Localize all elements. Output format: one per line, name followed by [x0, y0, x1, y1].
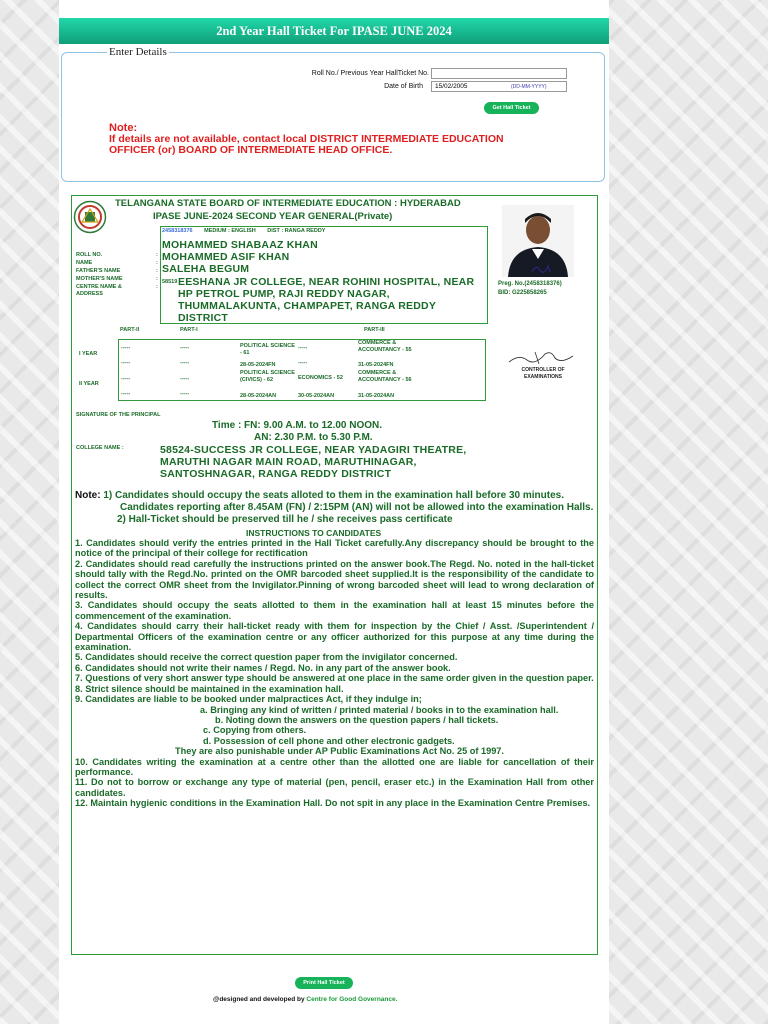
label-mother: MOTHER'S NAME	[76, 276, 123, 282]
sep-4: :	[156, 276, 158, 282]
footer-credit-link[interactable]: Centre for Good Governance.	[306, 996, 398, 1003]
footer-credit	[213, 996, 397, 1003]
note-label: Note:	[75, 490, 101, 501]
get-hall-ticket-button[interactable]: Get Hall Ticket	[484, 102, 539, 114]
college-label: COLLEGE NAME :	[76, 445, 124, 451]
instructions-list	[75, 538, 594, 809]
instruction-item: 1. Candidates should verify the entries printed in the Hall Ticket carefully.Any discrepancy should be brought to the notice of the principal of their college for rectification	[75, 538, 594, 559]
father-name: MOHAMMED ASIF KHAN	[162, 251, 290, 263]
instruction-act: They are also punishable under AP Public Examinations Act No. 25 of 1997.	[175, 746, 504, 757]
part-2-header: PART-II	[120, 327, 140, 333]
enter-details-legend: Enter Details	[109, 46, 167, 58]
reg-number	[498, 281, 562, 287]
y1-part2: -----	[121, 345, 131, 351]
instruction-item: 8. Strict silence should be maintained in the examination hall.	[75, 683, 344, 694]
y1-part1: -----	[180, 345, 190, 351]
centre-address: EESHANA JR COLLEGE, NEAR ROHINI HOSPITAL, NEAR HP PETROL PUMP, RAJI REDDY NAGAR, THUMMALAKUNTA, CHAMPAPET, RANGA REDDY DISTRICT	[178, 276, 475, 324]
note-row-1	[75, 490, 564, 501]
district-value: DIST : RANGA REDDY	[267, 228, 326, 234]
sep-1: :	[156, 252, 158, 258]
reg-number-text: Preg. No.(2458318376)	[498, 281, 562, 287]
board-name: TELANGANA STATE BOARD OF INTERMEDIATE EDUCATION : HYDERABAD	[115, 198, 461, 209]
note-2: 2) Hall-Ticket should be preserved till he / she receives pass certificate	[117, 514, 453, 525]
medium-value: MEDIUM : ENGLISH	[204, 228, 256, 234]
roll-number-input[interactable]	[431, 68, 567, 79]
instructions-heading: INSTRUCTIONS TO CANDIDATES	[246, 528, 382, 538]
instruction-sub-d: d. Possession of cell phone and other electronic gadgets.	[203, 735, 455, 746]
board-logo-icon	[73, 200, 107, 234]
label-roll: ROLL NO.	[76, 252, 103, 258]
y1-elective-date: -----	[298, 360, 308, 366]
instruction-item: 6. Candidates should not write their names / Regd. No. in any part of the answer book.	[75, 662, 451, 673]
instruction-item: 4. Candidates should carry their hall-ticket ready with them for inspection by the Chief / Asst. /Superintendent / Departmental Officers of the examination centre or any officer authorized for this purpose at any time during the examination.	[75, 621, 594, 653]
sep-3: :	[156, 268, 158, 274]
dob-format-hint: (DD-MM-YYYY)	[511, 84, 547, 90]
roll-number-value: 2458318376	[162, 228, 193, 234]
centre-code: 58519	[162, 279, 178, 285]
instruction-item: 5. Candidates should receive the correct question paper from the invigilator concerned.	[75, 652, 458, 663]
sep-5: :	[156, 284, 158, 290]
exam-time-an: AN: 2.30 P.M. to 5.30 P.M.	[254, 432, 373, 443]
y1-political-science: POLITICAL SCIENCE - 61	[240, 343, 295, 356]
y1-commerce: COMMERCE & ACCOUNTANCY - 55	[358, 340, 412, 353]
year-1-label: I YEAR	[79, 351, 98, 357]
y2-economics-date: 30-05-2024AN	[298, 393, 335, 399]
note-heading: Note:	[109, 122, 138, 134]
y2-commerce: COMMERCE & ACCOUNTANCY - 56	[358, 370, 412, 383]
note-text: If details are not available, contact local DISTRICT INTERMEDIATE EDUCATION OFFICER (or) BOARD OF INTERMEDIATE HEAD OFFICE.	[109, 133, 504, 156]
candidate-signature-icon	[530, 262, 552, 276]
roll-number-label: Roll No./ Previous Year HallTicket No.	[311, 70, 429, 77]
label-father: FATHER'S NAME	[76, 268, 121, 274]
label-address: ADDRESS	[76, 291, 103, 297]
controller-signature-icon	[505, 348, 577, 368]
mother-name: SALEHA BEGUM	[162, 263, 250, 275]
exam-time-fn: Time : FN: 9.00 A.M. to 12.00 NOON.	[212, 420, 383, 431]
instruction-item: 11. Do not to borrow or exchange any type of material (pen, pencil, eraser etc.) in the Examination Hall from other candidates.	[75, 777, 594, 798]
instruction-item: 9. Candidates are liable to be booked under malpractices Act, if they indulge in;	[75, 694, 422, 705]
instruction-item: 7. Questions of very short answer type should be answered at one place in the same order given in the question paper.	[75, 673, 594, 684]
principal-signature-label: SIGNATURE OF THE PRINCIPAL	[76, 412, 161, 418]
y2-commerce-date: 31-05-2024AN	[358, 393, 395, 399]
dob-label: Date of Birth	[384, 83, 423, 90]
y1-political-science-date: 28-05-2024FN	[240, 362, 276, 368]
print-hall-ticket-button[interactable]: Print Hall Ticket	[295, 977, 353, 989]
candidate-name: MOHAMMED SHABAAZ KHAN	[162, 239, 318, 251]
exam-name: IPASE JUNE-2024 SECOND YEAR GENERAL(Private)	[153, 211, 393, 222]
y2-political-science-date: 28-05-2024AN	[240, 393, 277, 399]
instruction-item: 2. Candidates should read carefully the instructions printed on the answer book.The Regd. No. noted in the hall-ticket should tally with the Regd.No. printed on the OMR barcoded sheet supplied.It is the responsibility of the candidate to collect the correct OMR sheet from the Invigilator.Pinning of wrong barcoded sheet will lead to wrong declaration of results.	[75, 558, 594, 601]
bid-number: BID: G225858265	[498, 290, 547, 296]
year-2-label: II YEAR	[79, 381, 99, 387]
page-title: 2nd Year Hall Ticket For IPASE JUNE 2024	[59, 18, 609, 44]
part-1-header: PART-I	[180, 327, 198, 333]
y2-part2: -----	[121, 376, 131, 382]
y2-economics: ECONOMICS - 52	[298, 375, 343, 381]
y1-part1-date: -----	[180, 360, 190, 366]
instruction-sub-c: c. Copying from others.	[203, 725, 307, 736]
y2-part1-date: -----	[180, 391, 190, 397]
part-3-header: PART-III	[364, 327, 385, 333]
instruction-item: 3. Candidates should occupy the seats allotted to them in the examination hall at least 15 minutes before the commencement of the examination.	[75, 600, 594, 621]
note-1b: Candidates reporting after 8.45AM (FN) / 2:15PM (AN) will not be allowed into the examination Halls.	[120, 502, 594, 513]
y1-commerce-date: 31-05-2024FN	[358, 362, 394, 368]
y2-part2-date: -----	[121, 391, 131, 397]
college-name: 58524-SUCCESS JR COLLEGE, NEAR YADAGIRI THEATRE, MARUTHI NAGAR MAIN ROAD, MARUTHINAGAR, SANTOSHNAGAR, RANGA REDDY DISTRICT	[160, 444, 467, 480]
instruction-item: 10. Candidates writing the examination at a centre other than the allotted one are liable for cancellation of their performance.	[75, 756, 594, 777]
label-name: NAME	[76, 260, 93, 266]
y1-elective: -----	[298, 345, 308, 351]
instruction-sub-a: a. Bringing any kind of written / printed material / books in to the examination hall.	[200, 704, 559, 715]
roll-medium-row	[162, 228, 325, 234]
y2-political-science: POLITICAL SCIENCE (CIVICS) - 62	[240, 370, 295, 383]
controller-label: CONTROLLER OF EXAMINATIONS	[521, 367, 565, 380]
instruction-item: 12. Maintain hygienic conditions in the Examination Hall. Do not spit in any place in the Examination Centre Premises.	[75, 798, 591, 809]
label-centre: CENTRE NAME &	[76, 284, 122, 290]
sep-2: :	[156, 260, 158, 266]
y1-part2-date: -----	[121, 360, 131, 366]
enter-details-panel	[61, 46, 605, 182]
instruction-sub-b: b. Noting down the answers on the question papers / hall tickets.	[215, 714, 499, 725]
y2-part1: -----	[180, 376, 190, 382]
note-1: 1) Candidates should occupy the seats alloted to them in the examination hall before 30 minutes.	[103, 490, 564, 501]
footer-credit-prefix: @designed and developed by	[213, 996, 305, 1003]
